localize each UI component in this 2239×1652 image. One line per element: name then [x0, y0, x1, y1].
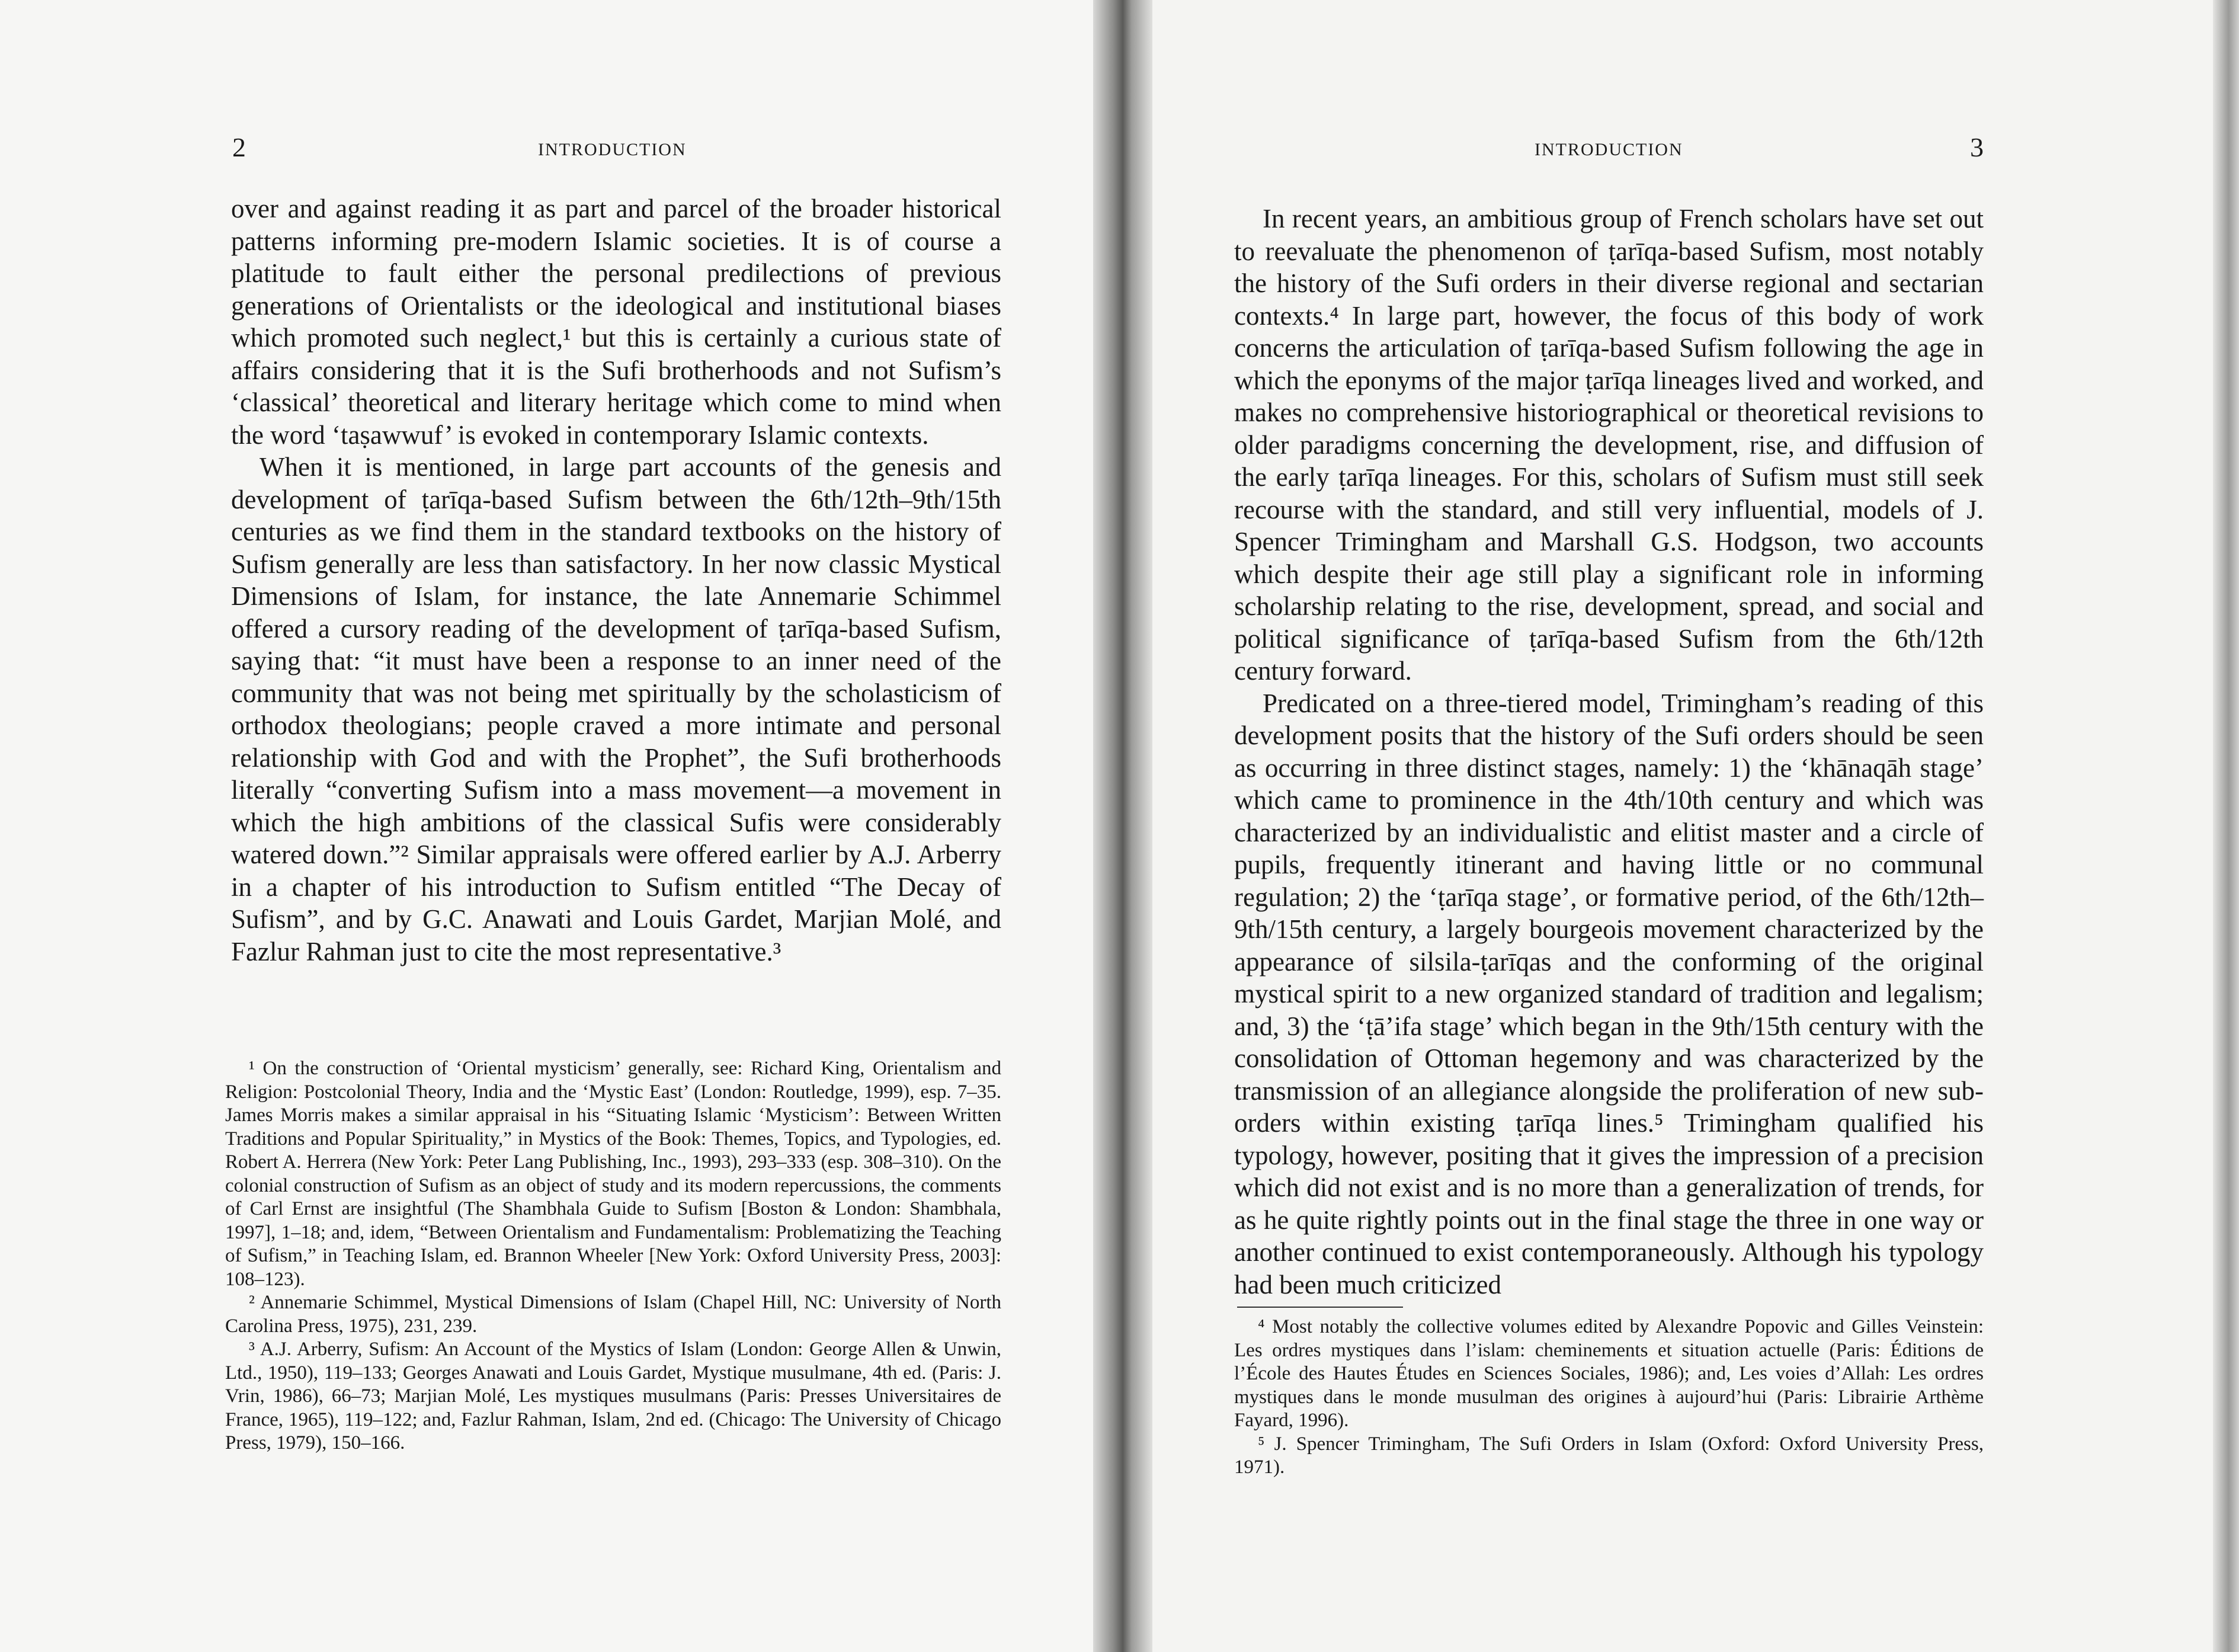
page-edge-shadow — [2213, 0, 2239, 1652]
right-body-text — [1234, 203, 1984, 1301]
left-body-text — [231, 193, 1001, 968]
right-paragraph-1: In recent years, an ambitious group of French scholars have set out to reevaluate the phenomenon of ṭarīqa-based Sufism, most notably the history of the Sufi orders in their diverse regional and sectarian contexts.⁴ In large part, however, the focus of this body of work concerns the articulation of ṭarīqa-based Sufism following the age in which the eponyms of the major ṭarīqa lineages lived and worked, and makes no comprehensive historiographical or theoretical revisions to older paradigms concerning the development, rise, and diffusion of the early ṭarīqa lineages. For this, scholars of Sufism must still seek recourse with the standard, and still very influential, models of J. Spencer Trimingham and Marshall G.S. Hodgson, two accounts which despite their age still play a significant role in informing scholarship relating to the rise, development, spread, and social and political significance of ṭarīqa-based Sufism from the 6th/12th century forward. — [1234, 204, 1984, 686]
book-gutter — [1093, 0, 1152, 1652]
right-page-number: 3 — [1970, 132, 1984, 162]
left-running-head: INTRODUCTION — [538, 140, 687, 159]
footnote-5: ⁵ J. Spencer Trimingham, The Sufi Orders in Islam (Oxford: Oxford University Press, 1971). — [1234, 1433, 1984, 1478]
footnote-4: ⁴ Most notably the collective volumes edited by Alexandre Popovic and Gilles Veinstein: Les ordres mystiques dans l’islam: cheminements et situation actuelle (Paris: Éditions de l’École des Hautes Études en Sciences Sociales, 1986); and, Les voies d’Allah: Les ordres mystiques dans le monde musulman des origines à aujourd’hui (Paris: Librairie Arthème Fayard, 1996). — [1234, 1316, 1984, 1431]
right-paragraph-2: Predicated on a three-tiered model, Trimingham’s reading of this development posits that the history of the Sufi orders should be seen as occurring in three distinct stages, namely: 1) the ‘khānaqāh stage’ which came to prominence in the 4th/10th century and which was characterized by an individualistic and elitist master and a circle of pupils, frequently itinerant and having little or no communal regulation; 2) the ‘ṭarīqa stage’, or formative period, of the 6th/12th–9th/15th century, a largely bourgeois movement characterized by the appearance of silsila-ṭarīqas and the conforming of the original mystical spirit to a new organized standard of tradition and legalism; and, 3) the ‘ṭā’ifa stage’ which began in the 9th/15th century with the consolidation of Ottoman hegemony and was characterized by the transmission of an allegiance alongside the proliferation of new sub-orders within existing ṭarīqa lines.⁵ Trimingham qualified his typology, however, positing that it gives the impression of a precision which did not exist and is no more than a generalization of trends, for as he quite rightly points out in the final stage the three in one way or another continued to exist contemporaneously. Although his typology had been much criticized — [1234, 688, 1984, 1299]
right-running-head: INTRODUCTION — [1535, 140, 1683, 159]
right-footnotes — [1234, 1315, 1984, 1480]
footnote-3: ³ A.J. Arberry, Sufism: An Account of the Mystics of Islam (London: George Allen & Unwin, Ltd., 1950), 119–133; Georges Anawati and Louis Gardet, Mystique musulmane, 4th ed. (Paris: J. Vrin, 1986), 66–73; Marjian Molé, Les mystiques musulmans (Paris: Presses Universitaires de France, 1965), 119–122; and, Fazlur Rahman, Islam, 2nd ed. (Chicago: The University of Chicago Press, 1979), 150–166. — [225, 1339, 1001, 1453]
left-footnotes — [225, 1057, 1001, 1455]
footnote-1: ¹ On the construction of ‘Oriental mysticism’ generally, see: Richard King, Orientalism and Religion: Postcolonial Theory, India and the ‘Mystic East’ (London: Routledge, 1999), esp. 7–35. James Morris makes a similar appraisal in his “Situating Islamic ‘Mysticism’: Between Written Traditions and Popular Spirituality,” in Mystics of the Book: Themes, Topics, and Typologies, ed. Robert A. Herrera (New York: Peter Lang Publishing, Inc., 1993), 293–333 (esp. 308–310). On the colonial construction of Sufism as an object of study and its modern repercussions, the comments of Carl Ernst are insightful (The Shambhala Guide to Sufism [Boston & London: Shambhala, 1997], 1–18; and, idem, “Between Orientalism and Fundamentalism: Problematizing the Teaching of Sufism,” in Teaching Islam, ed. Brannon Wheeler [New York: Oxford University Press, 2003]: 108–123). — [225, 1058, 1001, 1290]
left-page-number: 2 — [232, 132, 246, 162]
footnote-2: ² Annemarie Schimmel, Mystical Dimensions of Islam (Chapel Hill, NC: University of North Carolina Press, 1975), 231, 239. — [225, 1292, 1001, 1337]
footnote-separator-rule — [1237, 1307, 1403, 1308]
left-paragraph-2: When it is mentioned, in large part accounts of the genesis and development of ṭarīqa-based Sufism between the 6th/12th–9th/15th centuries as we find them in the standard textbooks on the history of Sufism generally are less than satisfactory. In her now classic Mystical Dimensions of Islam, for instance, the late Annemarie Schimmel offered a cursory reading of the development of ṭarīqa-based Sufism, saying that: “it must have been a response to an inner need of the community that was not being met spiritually by the scholasticism of orthodox theologians; people craved a more intimate and personal relationship with God and with the Prophet”, the Sufi brotherhoods literally “converting Sufism into a mass movement—a movement in which the high ambitions of the classical Sufis were considerably watered down.”² Similar appraisals were offered earlier by A.J. Arberry in a chapter of his introduction to Sufism entitled “The Decay of Sufism”, and by G.C. Anawati and Louis Gardet, Marjian Molé, and Fazlur Rahman just to cite the most representative.³ — [231, 452, 1001, 966]
left-paragraph-1: over and against reading it as part and parcel of the broader historical patterns informing pre-modern Islamic societies. It is of course a platitude to fault either the personal predilections of previous generations of Orientalists or the ideological and institutional biases which promoted such neglect,¹ but this is certainly a curious state of affairs considering that it is the Sufi brotherhoods and not Sufism’s ‘classical’ theoretical and literary heritage which come to mind when the word ‘taṣawwuf’ is evoked in contemporary Islamic contexts. — [231, 194, 1001, 450]
